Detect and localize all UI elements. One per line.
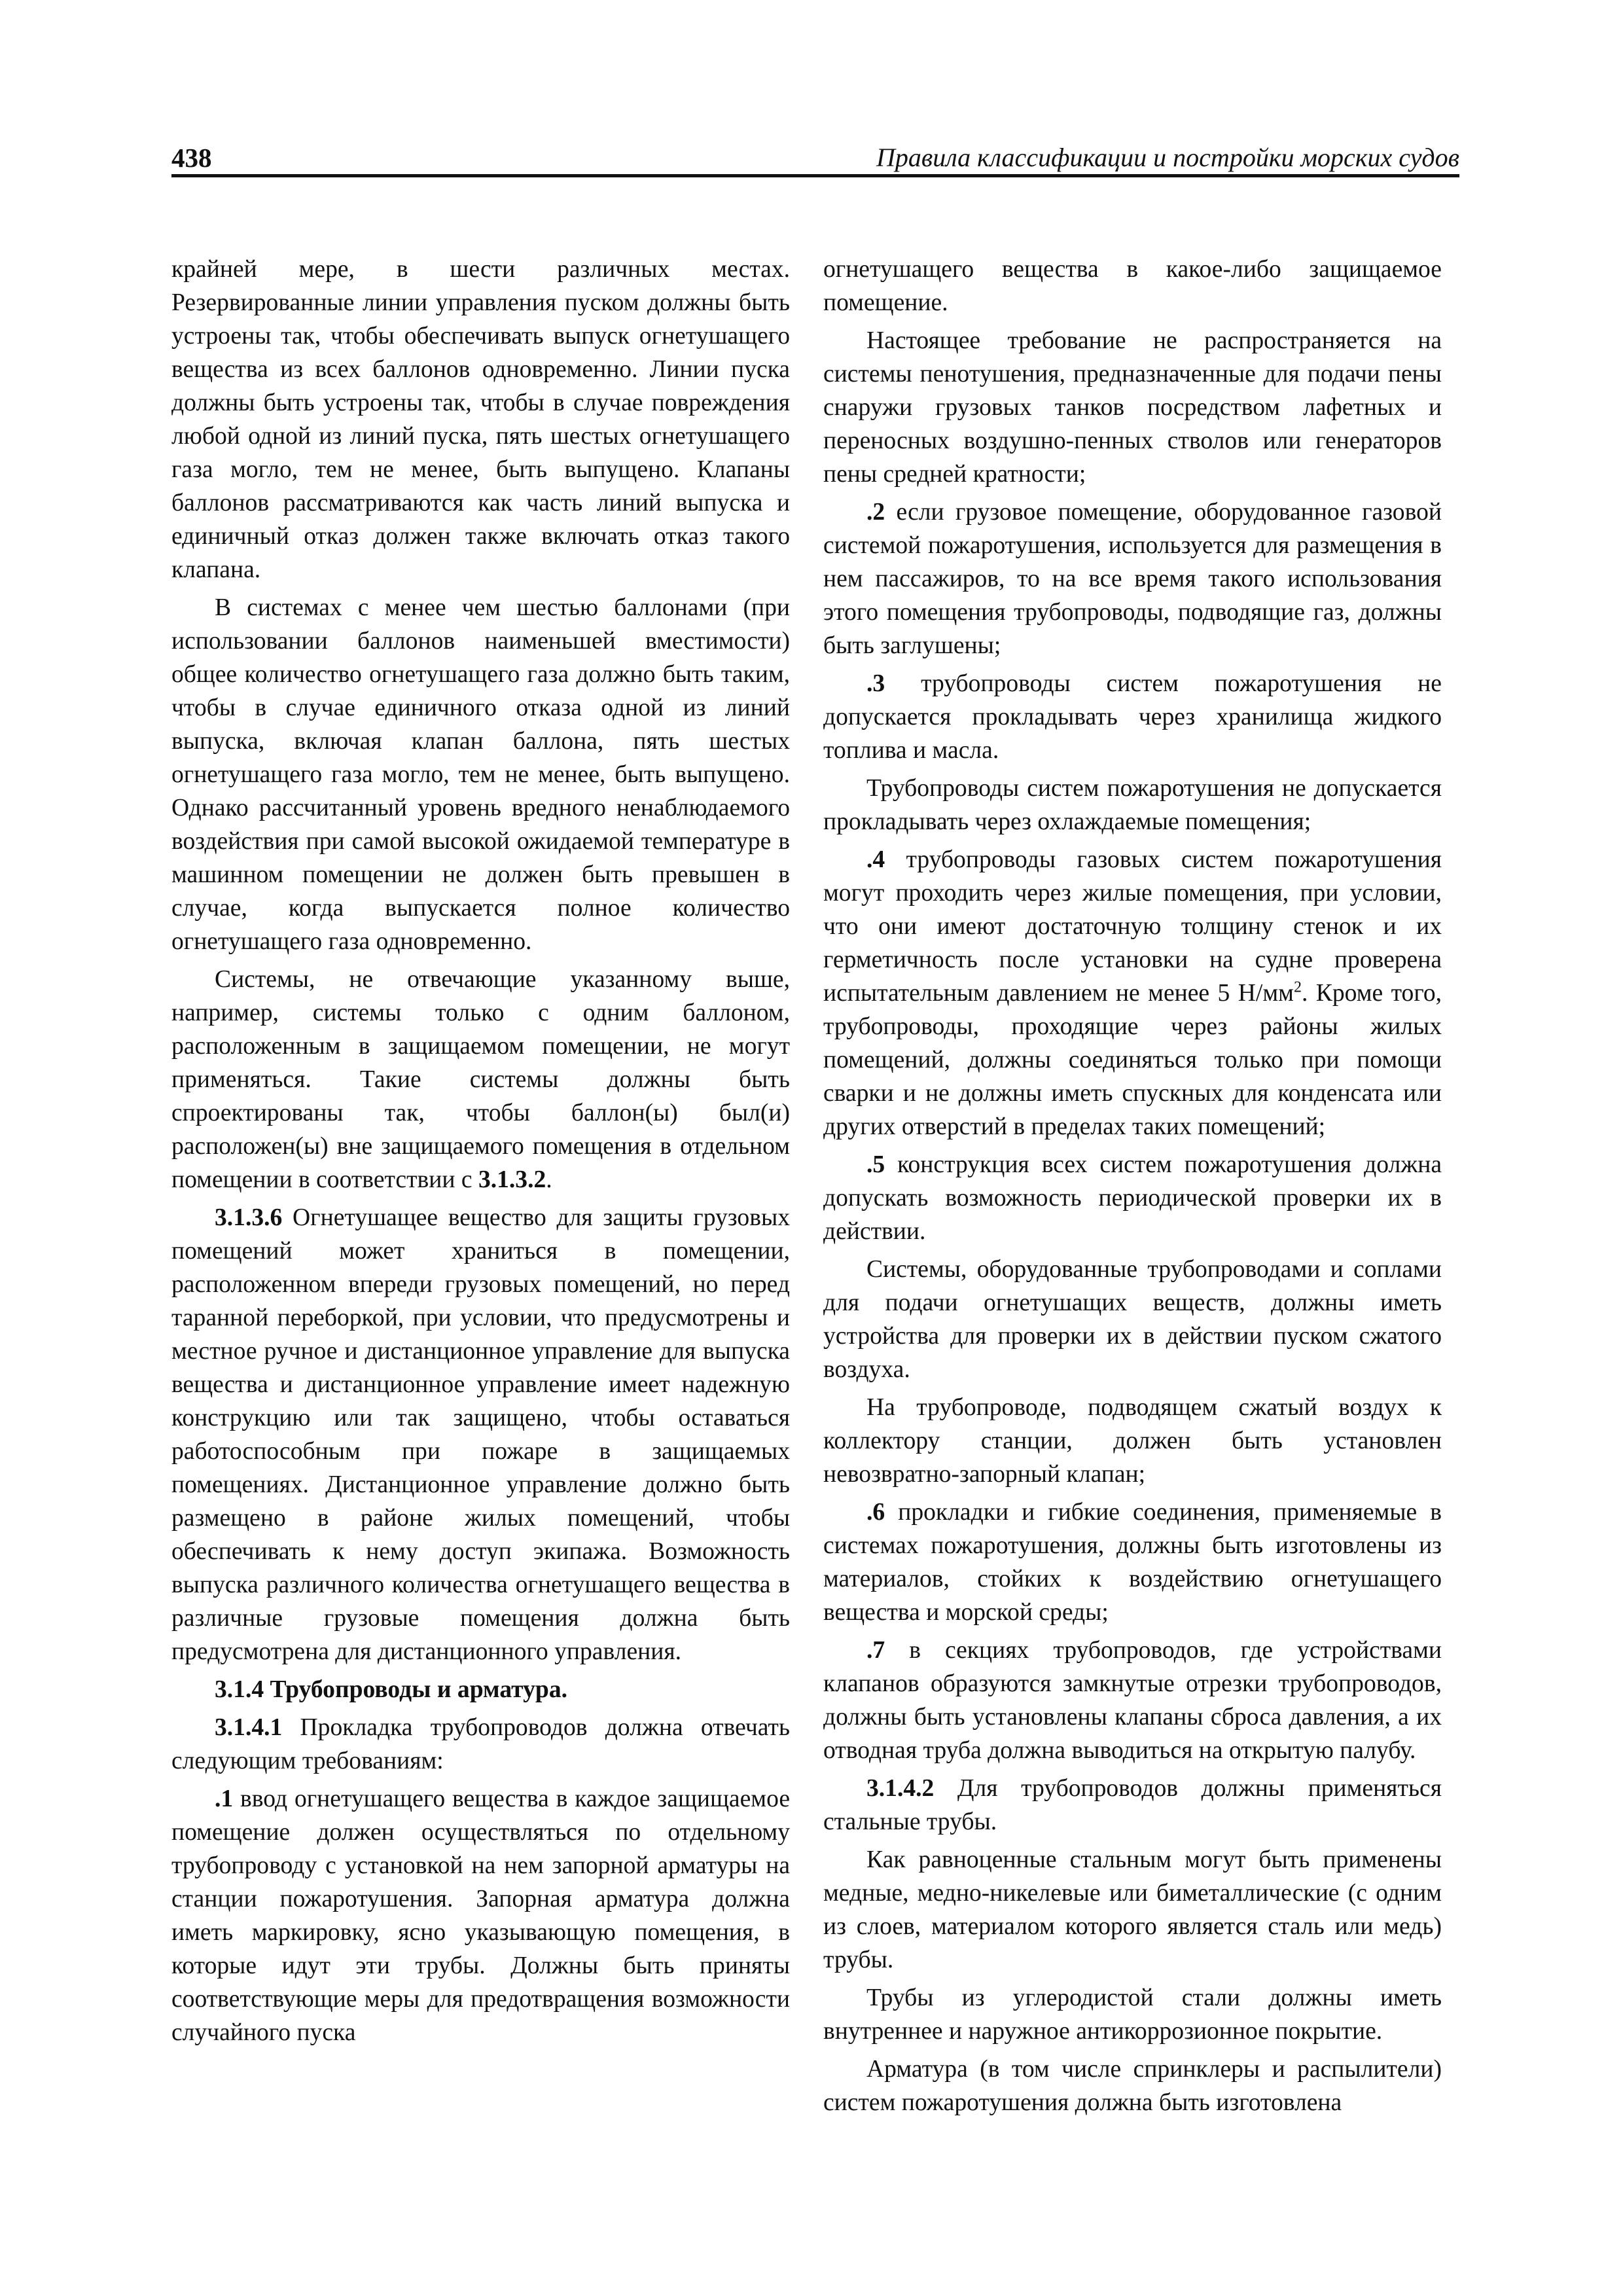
paragraph-text: Прокладка трубопроводов должна отвечать следующим требованиям: xyxy=(171,1714,790,1774)
list-item-text: в секциях трубопроводов, где устройствами клапанов образуются замкнутые отрезки трубопроводов, должны быть установлены клапаны сброса давления, а их отводная труба должна выводиться на открытую палубу. xyxy=(823,1637,1442,1764)
section-number: 3.1.4.2 xyxy=(866,1775,935,1802)
list-item-text: ввод огнетушащего вещества в каждое защищаемое помещение должен осуществляться по отдельному трубопроводу с установкой на нем запорной арматуры на станции пожаротушения. Запорная арматура должна иметь маркировку, ясно указывающую помещения, в которые идут эти трубы. Должны быть приняты соответствующие меры для предотвращения возможности случайного пуска xyxy=(171,1785,790,2046)
section-number: 3.1.3.6 xyxy=(215,1204,283,1231)
paragraph: крайней мере, в шести различных местах. Резервированные линии управления пуском должны быть устроены так, чтобы обеспечивать выпуск огнетушащего вещества из всех баллонов одновременно. Линии пуска должны быть устроены так, чтобы в случае повреждения любой одной из линий пуска, пять шестых огнетушащего газа могло, тем не менее, быть выпущено. Клапаны баллонов рассматриваются как часть линий выпуска и единичный отказ должен также включать отказ такого клапана. xyxy=(171,256,790,583)
list-item-text: трубопроводы систем пожаротушения не допускается прокладывать через хранилища жидкого топлива и масла. xyxy=(823,670,1442,764)
paragraph: Системы, оборудованные трубопроводами и соплами для подачи огнетушащих веществ, должны иметь устройства для проверки их в действии пуском сжатого воздуха. xyxy=(823,1256,1442,1383)
paragraph: Арматура (в том числе спринклеры и распылители) систем пожаротушения должна быть изготовлена xyxy=(823,2056,1442,2116)
list-item xyxy=(823,843,1442,1143)
list-item xyxy=(823,1496,1442,1629)
paragraph: Трубы из углеродистой стали должны иметь внутреннее и наружное антикоррозионное покрытие. xyxy=(823,1984,1442,2045)
paragraph-end: . xyxy=(546,1166,552,1193)
list-item-number: .2 xyxy=(866,499,885,526)
list-item-number: .5 xyxy=(866,1151,885,1178)
paragraph-text: Для трубопроводов должны применяться стальные трубы. xyxy=(823,1775,1442,1835)
list-item-number: .6 xyxy=(866,1499,885,1526)
section-reference: 3.1.3.2 xyxy=(478,1166,546,1193)
list-item xyxy=(171,1782,790,2049)
paragraph-text: Огнетушащее вещество для защиты грузовых помещений может храниться в помещении, расположенном впереди грузовых помещений, но перед таранной переборкой, при условии, что предусмотрены и местное ручное и дистанционное управление для выпуска вещества и дистанционное управление имеет надежную конструкцию или так защищено, чтобы оставаться работоспособным при пожаре в защищаемых помещениях. Дистанционное управление должно быть размещено в районе жилых помещений, чтобы обеспечивать к нему доступ экипажа. Возможность выпуска различного количества огнетушащего вещества в различные грузовые помещения должна быть предусмотрена для дистанционного управления. xyxy=(171,1204,790,1665)
list-item xyxy=(823,1148,1442,1248)
running-title: Правила классификации и постройки морских судов xyxy=(876,143,1459,172)
paragraph xyxy=(171,963,790,1196)
paragraph-text: Системы, не отвечающие указанному выше, например, системы только с одним баллоном, расположенным в защищаемом помещении, не могут применяться. Такие системы должны быть спроектированы так, чтобы баллон(ы) был(и) расположен(ы) вне защищаемого помещения в отдельном помещении в соответствии с xyxy=(171,966,790,1193)
list-item-text: если грузовое помещение, оборудованное газовой системой пожаротушения, используется для размещения в нем пассажиров, то на все время такого использования этого помещения трубопроводы, подводящие газ, должны быть заглушены; xyxy=(823,499,1442,659)
list-item-text: конструкция всех систем пожаротушения должна допускать возможность периодической проверки их в действии. xyxy=(823,1151,1442,1245)
section-heading: 3.1.4 Трубопроводы и арматура. xyxy=(215,1676,568,1703)
list-item-number: .1 xyxy=(215,1785,234,1812)
paragraph xyxy=(171,1711,790,1778)
paragraph: На трубопроводе, подводящем сжатый воздух к коллектору станции, должен быть установлен невозвратно-запорный клапан; xyxy=(823,1394,1442,1488)
paragraph: Как равноценные стальным могут быть применены медные, медно-никелевые или биметаллические (с одним из слоев, материалом которого является сталь или медь) трубы. xyxy=(823,1846,1442,1973)
section-number: 3.1.4.1 xyxy=(215,1714,283,1741)
list-item xyxy=(823,667,1442,767)
list-item-number: .3 xyxy=(866,670,885,697)
page-number: 438 xyxy=(171,143,212,173)
superscript: 2 xyxy=(1293,978,1302,996)
paragraph: Настоящее требование не распространяется на системы пенотушения, предназначенные для подачи пены снаружи грузовых танков посредством лафетных и переносных воздушно-пенных стволов или генераторов пены средней кратности; xyxy=(823,327,1442,488)
list-item-text-continued: . Кроме того, трубопроводы, проходящие через районы жилых помещений, должны соединяться только при помощи сварки и не должны иметь спускных для конденсата или других отверстий в пределах таких помещений; xyxy=(823,980,1442,1140)
paragraph xyxy=(171,1201,790,1668)
paragraph: огнетушащего вещества в какое-либо защищаемое помещение. xyxy=(823,256,1442,316)
paragraph: В системах с менее чем шестью баллонами (при использовании баллонов наименьшей вместимости) общее количество огнетушащего газа должно быть таким, чтобы в случае единичного отказа одной из линий выпуска, включая клапан баллона, пять шестых огнетушащего газа могло, тем не менее, быть выпущено. Однако рассчитанный уровень вредного ненаблюдаемого воздействия при самой высокой ожидаемой температуре в машинном помещении не должен быть превышен в случае, когда выпускается полное количество огнетушащего газа одновременно. xyxy=(171,594,790,955)
list-item-text: трубопроводы газовых систем пожаротушения могут проходить через жилые помещения, при условии, что они имеют достаточную толщину стенок и их герметичность после установки на судне проверена испытательным давлением не менее 5 Н/мм xyxy=(823,846,1442,1007)
paragraph: Трубопроводы систем пожаротушения не допускается прокладывать через охлаждаемые помещения; xyxy=(823,775,1442,835)
paragraph xyxy=(823,1772,1442,1839)
list-item xyxy=(823,1634,1442,1767)
list-item-number: .4 xyxy=(866,846,885,873)
list-item-text: прокладки и гибкие соединения, применяемые в системах пожаротушения, должны быть изготовлены из материалов, стойких к воздействию огнетушащего вещества и морской среды; xyxy=(823,1499,1442,1626)
left-column xyxy=(171,253,790,2054)
list-item xyxy=(823,495,1442,662)
right-column xyxy=(823,253,1442,2124)
list-item-number: .7 xyxy=(866,1637,885,1664)
header-rule xyxy=(171,174,1459,177)
